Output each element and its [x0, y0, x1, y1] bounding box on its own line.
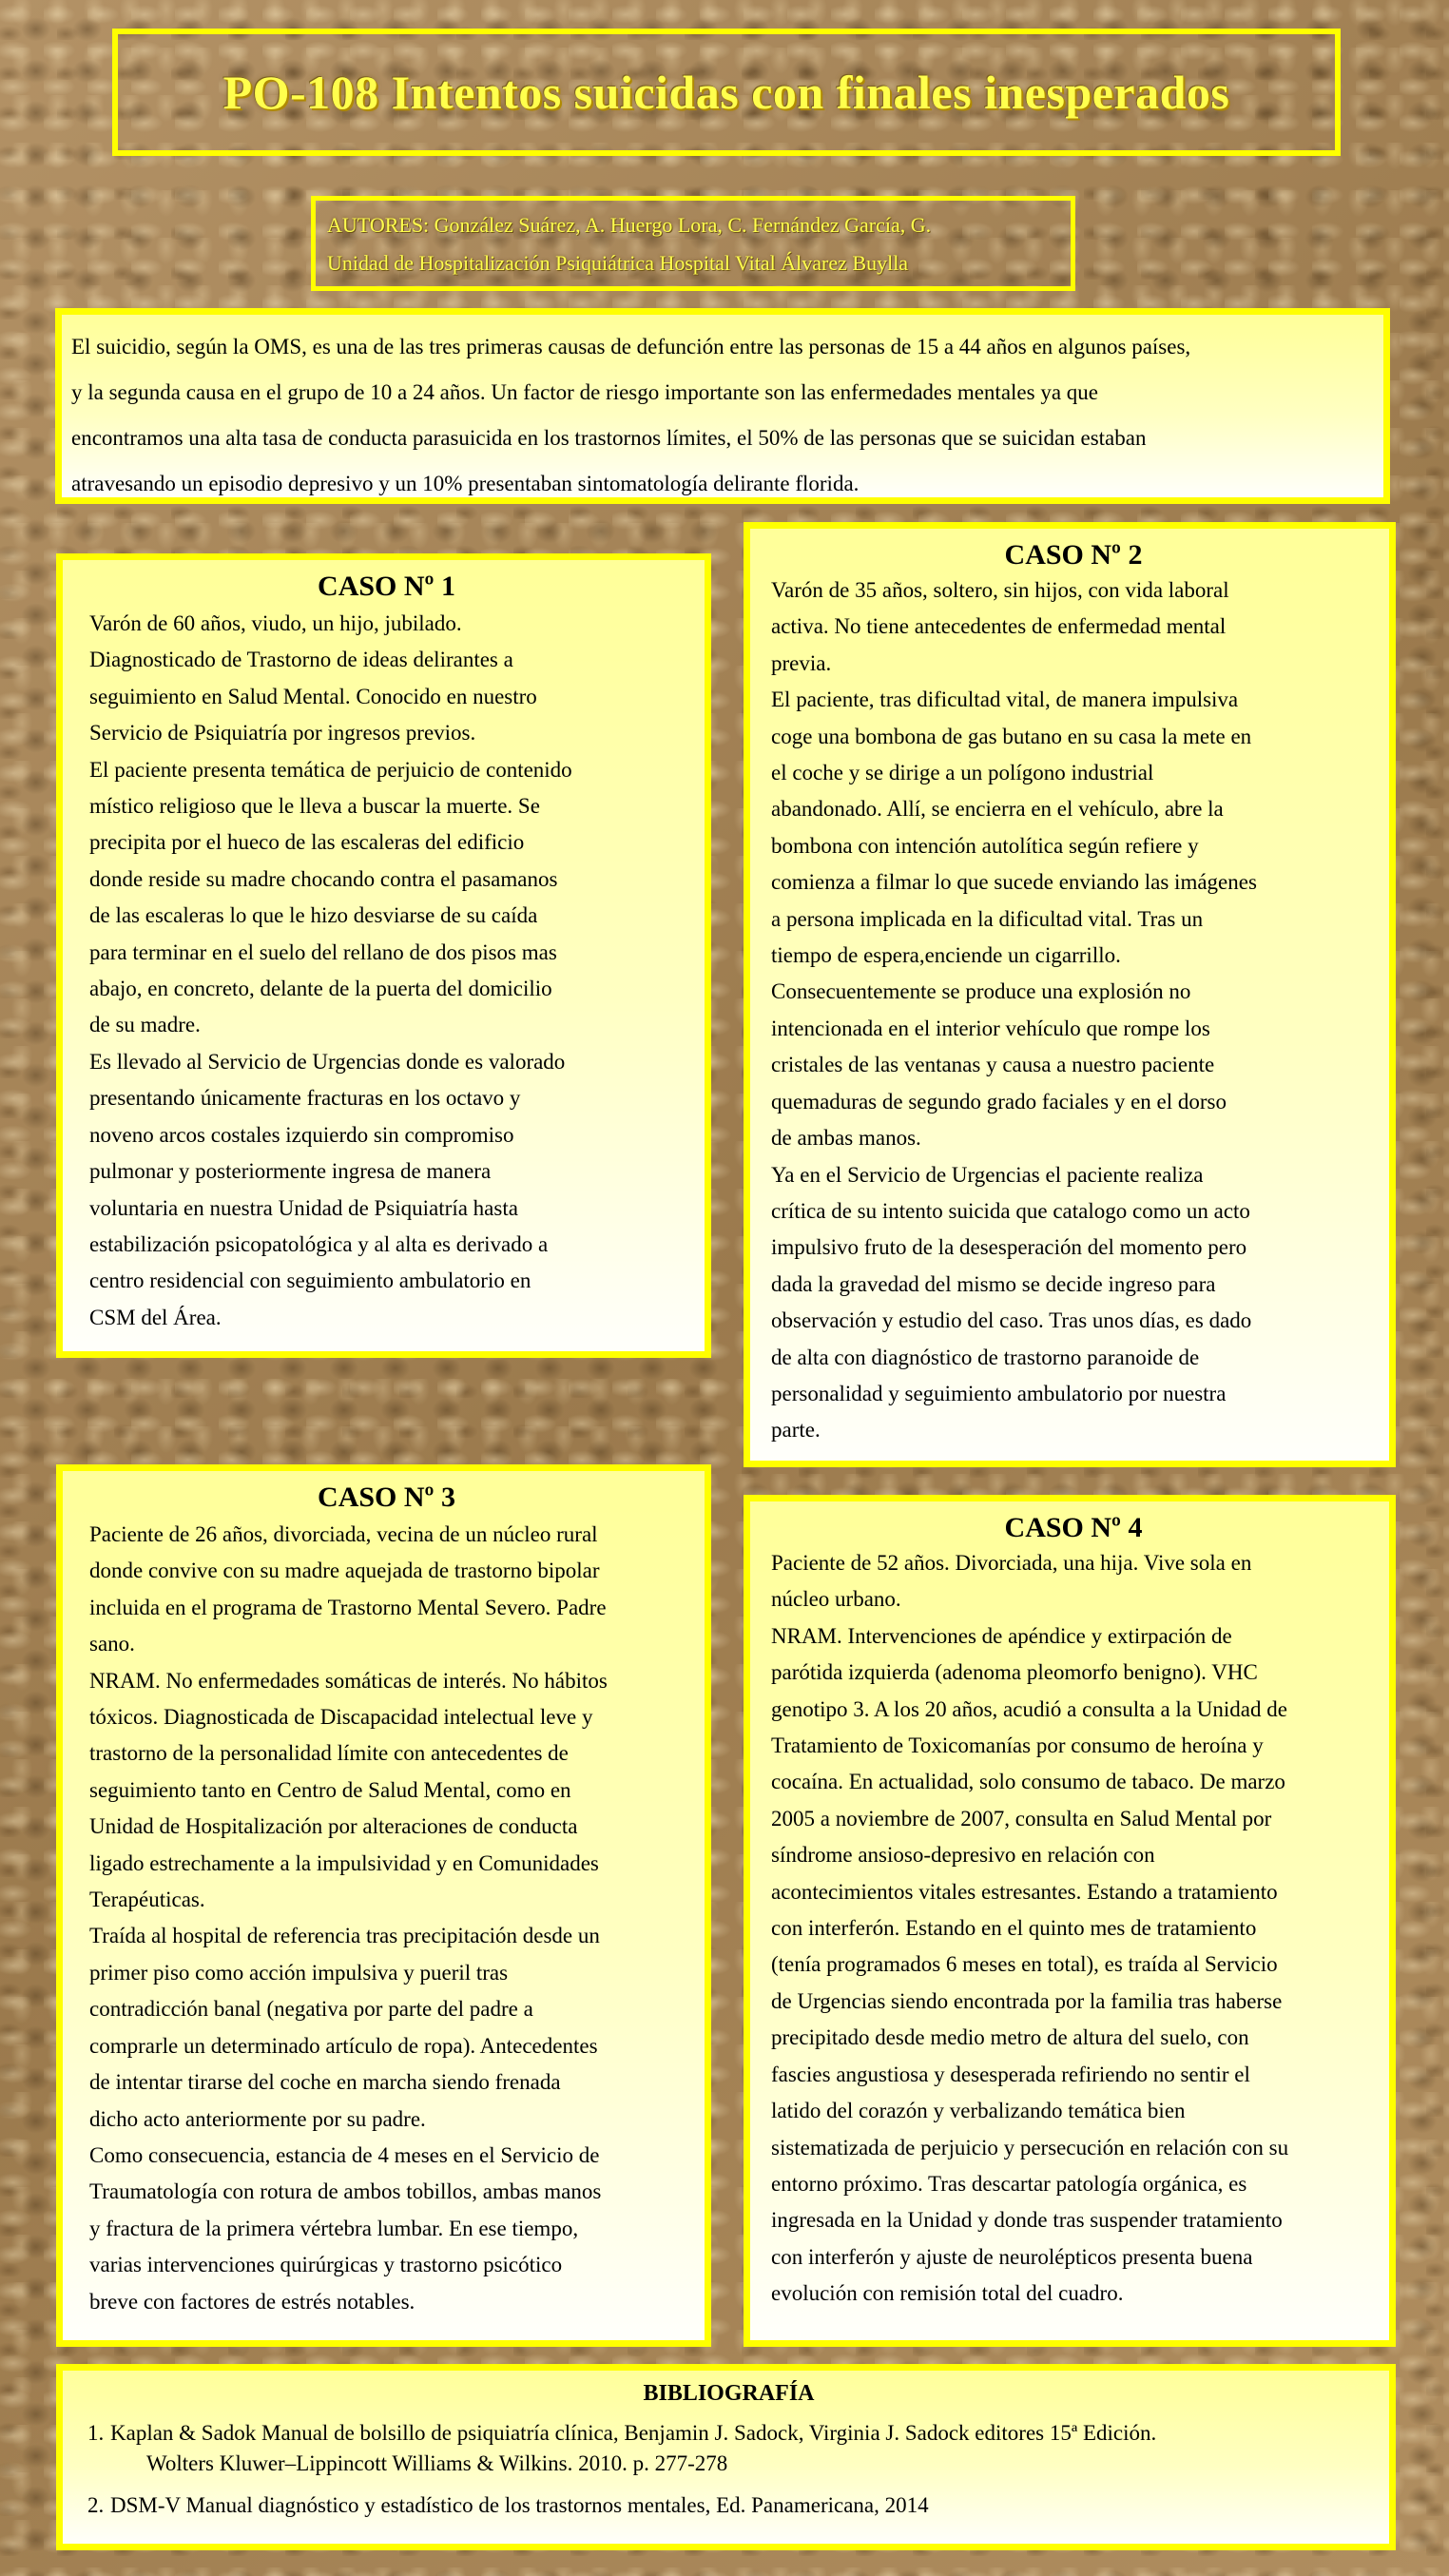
bibliography-title: BIBLIOGRAFÍA [643, 2381, 815, 2406]
case-text-line: Tratamiento de Toxicomanías por consumo de heroína y [771, 1733, 1264, 1758]
case-text-line: de su madre. [89, 1013, 201, 1037]
case-text-line: sistematizada de perjuicio y persecución en relación con su [771, 2135, 1289, 2160]
case-text-line: 2005 a noviembre de 2007, consulta en Salud Mental por [771, 1806, 1272, 1830]
case-3-body [89, 1517, 684, 2320]
case-text-line: Consecuentemente se produce una explosión no [771, 979, 1191, 1004]
case-text-line: voluntaria en nuestra Unidad de Psiquiatría hasta [89, 1195, 518, 1220]
case-text-line: ingresada en la Unidad y donde tras suspender tratamiento [771, 2208, 1283, 2233]
authors-line: AUTORES: González Suárez, A. Huergo Lora, C. Fernández García, G. [327, 213, 932, 237]
case-4-body [771, 1545, 1376, 2313]
case-text-line: de intentar tirarse del coche en marcha siendo frenada [89, 2070, 561, 2095]
case-text-line: sano. [89, 1632, 135, 1656]
case-text-line: (tenía programados 6 meses en total), es traída al Servicio [771, 1952, 1278, 1977]
case-text-line: donde convive con su madre aquejada de trastorno bipolar [89, 1559, 600, 1583]
case-text-line: impulsivo fruto de la desesperación del momento pero [771, 1235, 1247, 1260]
case-text-line: de Urgencias siendo encontrada por la familia tras haberse [771, 1988, 1283, 2013]
case-text-line: pulmonar y posteriormente ingresa de manera [89, 1159, 492, 1184]
case-text-line: coge una bombona de gas butano en su casa la mete en [771, 724, 1252, 748]
case-text-line: tóxicos. Diagnosticada de Discapacidad intelectual leve y [89, 1705, 593, 1730]
case-text-line: CSM del Área. [89, 1305, 222, 1329]
intro-line: encontramos una alta tasa de conducta parasuicida en los trastornos límites, el 50% de las personas que se suicidan estaban [71, 426, 1147, 450]
authors-box [311, 196, 1075, 291]
case-text-line: seguimiento tanto en Centro de Salud Mental, como en [89, 1777, 571, 1802]
case-2-body [771, 572, 1376, 1449]
case-text-line: Es llevado al Servicio de Urgencias donde es valorado [89, 1049, 566, 1074]
bibliography-line: Kaplan & Sadok Manual de bolsillo de psiquiatría clínica, Benjamin J. Sadock, Virginia J. Sadock editores 15ª Edición. [110, 2421, 1157, 2445]
case-text-line: donde reside su madre chocando contra el pasamanos [89, 866, 558, 891]
case-text-line: presentando únicamente fracturas en los octavo y [89, 1086, 521, 1111]
bibliography-line: Wolters Kluwer–Lippincott Williams & Wilkins. 2010. p. 277-278 [146, 2451, 728, 2475]
bibliography-panel [56, 2364, 1396, 2550]
case-text-line: precipitado desde medio metro de altura del suelo, con [771, 2025, 1249, 2050]
case-text-line: dicho acto anteriormente por su padre. [89, 2106, 426, 2131]
case-text-line: Como consecuencia, estancia de 4 meses en el Servicio de [89, 2142, 600, 2167]
case-text-line: incluida en el programa de Trastorno Mental Severo. Padre [89, 1595, 607, 1619]
case-2-title: CASO Nº 2 [1004, 539, 1143, 571]
case-text-line: abajo, en concreto, delante de la puerta del domicilio [89, 977, 552, 1001]
case-text-line: de alta con diagnóstico de trastorno paranoide de [771, 1345, 1200, 1369]
case-text-line: seguimiento en Salud Mental. Conocido en nuestro [89, 684, 537, 708]
case-text-line: trastorno de la personalidad límite con antecedentes de [89, 1741, 569, 1766]
case-text-line: con interferón y ajuste de neurolépticos presenta buena [771, 2244, 1253, 2269]
case-text-line: entorno próximo. Tras descartar patología orgánica, es [771, 2171, 1247, 2196]
case-text-line: Varón de 60 años, viudo, un hijo, jubilado. [89, 611, 462, 635]
case-text-line: acontecimientos vitales estresantes. Estando a tratamiento [771, 1879, 1278, 1904]
case-text-line: Traída al hospital de referencia tras precipitación desde un [89, 1924, 600, 1948]
bibliography-text [110, 2490, 1370, 2521]
case-text-line: varias intervenciones quirúrgicas y trastorno psicótico [89, 2253, 563, 2277]
case-text-line: místico religioso que le lleva a buscar la muerte. Se [89, 794, 540, 819]
case-text-line: intencionada en el interior vehículo que rompe los [771, 1016, 1210, 1040]
poster-title: PO-108 Intentos suicidas con finales inesperados [222, 66, 1230, 119]
case-text-line: síndrome ansioso-depresivo en relación con [771, 1843, 1155, 1868]
bibliography-item [87, 2490, 1370, 2521]
case-text-line: tiempo de espera,enciende un cigarrillo. [771, 943, 1121, 968]
case-text-line: crítica de su intento suicida que catalogo como un acto [771, 1198, 1250, 1223]
case-text-line: para terminar en el suelo del rellano de dos pisos mas [89, 939, 557, 964]
case-text-line: parótida izquierda (adenoma pleomorfo benigno). VHC [771, 1660, 1258, 1685]
case-1-panel [56, 553, 711, 1358]
case-text-line: breve con factores de estrés notables. [89, 2289, 415, 2314]
case-text-line: NRAM. Intervenciones de apéndice y extirpación de [771, 1623, 1232, 1648]
bibliography-number: 1. [87, 2421, 105, 2445]
case-4-panel [744, 1495, 1396, 2347]
case-text-line: Traumatología con rotura de ambos tobillos, ambas manos [89, 2179, 602, 2204]
case-text-line: Unidad de Hospitalización por alteraciones de conducta [89, 1814, 578, 1839]
intro-panel [55, 308, 1390, 504]
poster-title-box [112, 29, 1341, 156]
case-text-line: personalidad y seguimiento ambulatorio por nuestra [771, 1381, 1227, 1405]
case-text-line: Terapéuticas. [89, 1888, 205, 1912]
bibliography-line: DSM-V Manual diagnóstico y estadístico de los trastornos mentales, Ed. Panamericana, 2014 [110, 2493, 929, 2517]
case-text-line: de las escaleras lo que le hizo desviarse de su caída [89, 903, 538, 928]
case-text-line: Ya en el Servicio de Urgencias el paciente realiza [771, 1162, 1204, 1187]
case-text-line: y fractura de la primera vértebra lumbar. En ese tiempo, [89, 2216, 579, 2240]
case-3-title: CASO Nº 3 [318, 1482, 455, 1513]
case-text-line: primer piso como acción impulsiva y pueril tras [89, 1960, 509, 1985]
case-1-title: CASO Nº 1 [318, 571, 455, 602]
case-text-line: cristales de las ventanas y causa a nuestro paciente [771, 1053, 1215, 1077]
case-1-body [89, 606, 684, 1336]
bibliography-list [87, 2418, 1370, 2521]
case-text-line: evolución con remisión total del cuadro. [771, 2281, 1124, 2306]
case-text-line: comprarle un determinado artículo de ropa). Antecedentes [89, 2033, 598, 2058]
case-text-line: parte. [771, 1418, 821, 1443]
case-text-line: dada la gravedad del mismo se decide ingreso para [771, 1271, 1216, 1296]
case-text-line: ligado estrechamente a la impulsividad y en Comunidades [89, 1850, 599, 1875]
case-text-line: noveno arcos costales izquierdo sin compromiso [89, 1122, 514, 1147]
case-text-line: Diagnosticado de Trastorno de ideas delirantes a [89, 648, 513, 672]
case-text-line: Paciente de 26 años, divorciada, vecina de un núcleo rural [89, 1522, 598, 1546]
bibliography-item [87, 2418, 1370, 2479]
case-text-line: fascies angustiosa y desesperada refiriendo no sentir el [771, 2062, 1250, 2086]
case-2-panel [744, 522, 1396, 1467]
affiliation-line: Unidad de Hospitalización Psiquiátrica Hospital Vital Álvarez Buylla [327, 251, 909, 275]
case-text-line: observación y estudio del caso. Tras unos días, es dado [771, 1308, 1252, 1333]
case-3-panel [56, 1464, 711, 2347]
intro-line: atravesando un episodio depresivo y un 10% presentaban sintomatología delirante florida. [71, 472, 860, 495]
case-text-line: precipita por el hueco de las escaleras del edificio [89, 830, 525, 855]
case-text-line: comienza a filmar lo que sucede enviando las imágenes [771, 870, 1257, 895]
case-text-line: estabilización psicopatológica y al alta es derivado a [89, 1231, 549, 1256]
case-text-line: de ambas manos. [771, 1126, 921, 1151]
case-text-line: a persona implicada en la dificultad vital. Tras un [771, 906, 1204, 931]
case-text-line: El paciente presenta temática de perjuicio de contenido [89, 757, 572, 782]
intro-line: El suicidio, según la OMS, es una de las tres primeras causas de defunción entre las personas de 15 a 44 años en algunos países, [71, 335, 1191, 358]
case-text-line: bombona con intención autolítica según refiere y [771, 833, 1199, 858]
case-text-line: con interferón. Estando en el quinto mes de tratamiento [771, 1916, 1257, 1941]
case-text-line: el coche y se dirige a un polígono industrial [771, 761, 1154, 785]
case-text-line: Paciente de 52 años. Divorciada, una hija. Vive sola en [771, 1551, 1252, 1575]
case-text-line: núcleo urbano. [771, 1587, 901, 1612]
case-text-line: latido del corazón y verbalizando temática bien [771, 2099, 1186, 2123]
case-text-line: abandonado. Allí, se encierra en el vehículo, abre la [771, 797, 1224, 822]
case-text-line: Servicio de Psiquiatría por ingresos previos. [89, 721, 476, 746]
case-text-line: cocaína. En actualidad, solo consumo de tabaco. De marzo [771, 1770, 1285, 1794]
case-text-line: quemaduras de segundo grado faciales y en el dorso [771, 1089, 1227, 1114]
case-text-line: previa. [771, 650, 832, 675]
bibliography-number: 2. [87, 2493, 105, 2517]
case-text-line: El paciente, tras dificultad vital, de manera impulsiva [771, 688, 1239, 712]
case-text-line: contradicción banal (negativa por parte del padre a [89, 1997, 533, 2022]
bibliography-text [110, 2418, 1370, 2479]
case-text-line: activa. No tiene antecedentes de enfermedad mental [771, 614, 1227, 639]
case-text-line: NRAM. No enfermedades somáticas de interés. No hábitos [89, 1668, 608, 1693]
case-text-line: genotipo 3. A los 20 años, acudió a consulta a la Unidad de [771, 1696, 1287, 1721]
case-text-line: Varón de 35 años, soltero, sin hijos, con vida laboral [771, 578, 1229, 602]
case-4-title: CASO Nº 4 [1004, 1512, 1143, 1543]
case-text-line: centro residencial con seguimiento ambulatorio en [89, 1269, 531, 1293]
intro-line: y la segunda causa en el grupo de 10 a 24 años. Un factor de riesgo importante son las enfermedades mentales ya que [71, 380, 1098, 404]
